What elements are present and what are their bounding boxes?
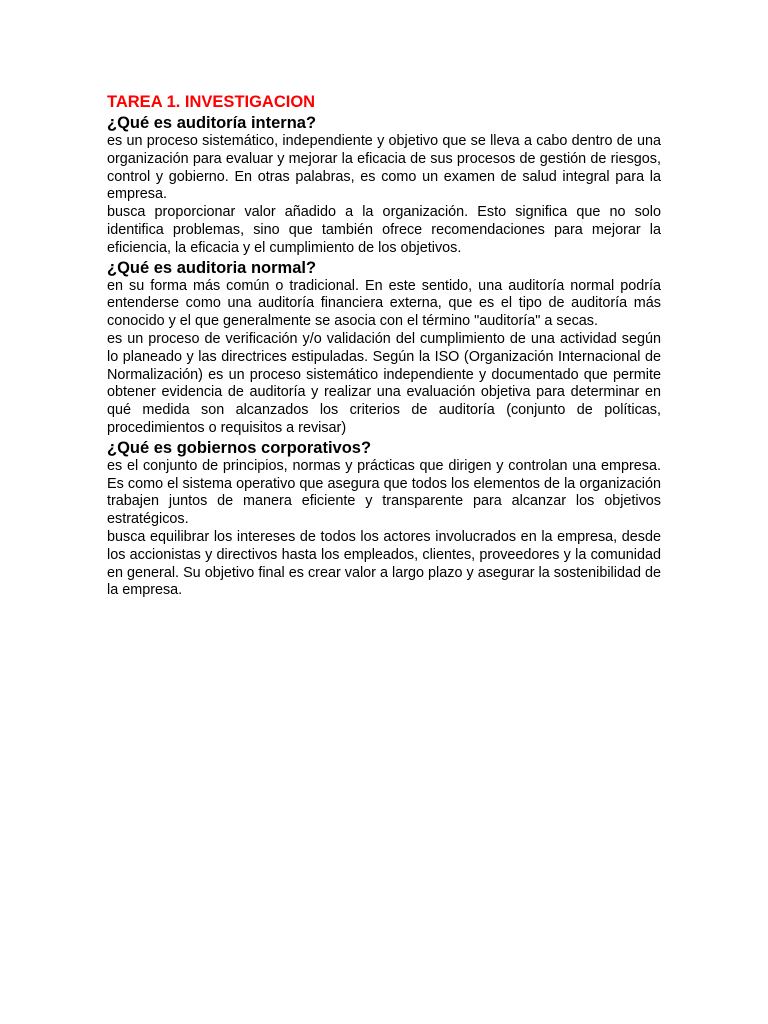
- paragraph: es un proceso de verificación y/o validación del cumplimiento de una actividad según lo planeado y las directrices estipuladas. Según la ISO (Organización Internacional de Normalización) es un proceso sistemático independiente y documentado que permite obtener evidencia de auditoría y realizar una evaluación objetiva para determinar en qué medida son alcanzados los criterios de auditoría (conjunto de políticas, procedimientos o requisitos a revisar): [107, 330, 661, 436]
- paragraph: en su forma más común o tradicional. En este sentido, una auditoría normal podría entenderse como una auditoría financiera externa, que es el tipo de auditoría más conocido y el que generalmente se asocia con el término "auditoría" a secas.: [107, 277, 661, 330]
- section-heading: ¿Qué es gobiernos corporativos?: [107, 438, 372, 457]
- paragraph: busca proporcionar valor añadido a la organización. Esto significa que no solo identifica problemas, sino que también ofrece recomendaciones para mejorar la eficiencia, la eficacia y el cumplimiento de los objetivos.: [107, 204, 661, 256]
- document-page: [107, 92, 661, 600]
- section-gobiernos-corporativos: [107, 438, 661, 600]
- paragraph: busca equilibrar los intereses de todos los actores involucrados en la empresa, desde los accionistas y directivos hasta los empleados, clientes, proveedores y la comunidad en general. Su objetivo final es crear valor a largo plazo y asegurar la sostenibilidad de la empresa.: [107, 528, 661, 599]
- section-auditoria-normal: [107, 258, 661, 438]
- section-heading: ¿Qué es auditoria normal?: [107, 258, 317, 277]
- paragraph: es el conjunto de principios, normas y prácticas que dirigen y controlan una empresa. Es como el sistema operativo que asegura que todos los elementos de la organización trabajen juntos de manera eficiente y transparente para alcanzar los objetivos estratégicos.: [107, 457, 661, 528]
- section-auditoria-interna: [107, 113, 661, 258]
- document-title: TAREA 1. INVESTIGACION: [107, 93, 316, 111]
- section-heading: ¿Qué es auditoría interna?: [107, 114, 317, 132]
- paragraph: es un proceso sistemático, independiente y objetivo que se lleva a cabo dentro de una organización para evaluar y mejorar la eficacia de sus procesos de gestión de riesgos, control y gobierno. En otras palabras, es como un examen de salud integral para la empresa.: [107, 133, 661, 203]
